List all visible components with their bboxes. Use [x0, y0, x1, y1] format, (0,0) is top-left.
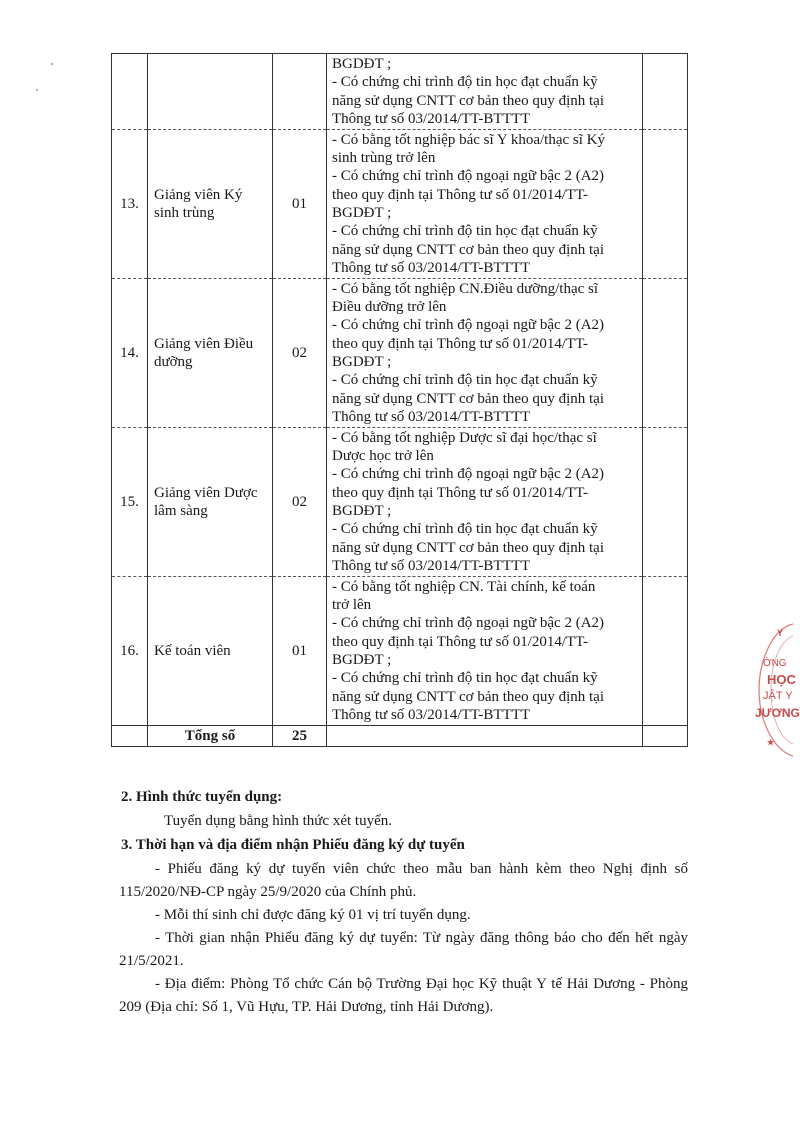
section-3-heading: 3. Thời hạn và địa điểm nhận Phiếu đăng ký dự tuyển: [121, 837, 465, 853]
requirement-line: BGDĐT ;: [332, 55, 392, 72]
requirement-line: theo quy định tại Thông tư số 01/2014/TT-: [332, 335, 589, 352]
position-quantity: 01: [273, 577, 327, 726]
requirement-line: - Có chứng chỉ trình độ ngoại ngữ bậc 2 (A2): [332, 317, 605, 334]
total-quantity: 25: [273, 726, 327, 747]
seal-star: ★: [767, 738, 775, 747]
position-note: [643, 428, 688, 577]
requirement-line: Thông tư số 03/2014/TT-BTTTT: [332, 408, 530, 425]
position-quantity: [273, 54, 327, 130]
position-title: Giảng viên Điều dưỡng: [148, 279, 273, 428]
section-3-paragraph: - Thời gian nhận Phiếu đăng ký dự tuyển: Từ ngày đăng thông báo cho đến hết ngày 21/5/2021.: [119, 930, 688, 969]
seal-text: Y: [777, 628, 784, 638]
requirement-line: Dược học trở lên: [332, 448, 434, 465]
seal-text: JẬT Y: [763, 690, 793, 702]
requirement-line: BGDĐT ;: [332, 503, 392, 519]
row-number: 16.: [112, 577, 148, 726]
position-title: [148, 54, 273, 130]
section-3-paragraph: - Phiếu đăng ký dự tuyển viên chức theo mẫu ban hành kèm theo Nghị định số 115/2020/NĐ-CP ngày 25/9/2020 của Chính phủ.: [119, 861, 688, 900]
position-requirements: [327, 279, 643, 428]
position-requirements: [327, 130, 643, 279]
position-requirements: [327, 577, 643, 726]
requirement-line: theo quy định tại Thông tư số 01/2014/TT-: [332, 633, 589, 650]
position-note: [643, 279, 688, 428]
requirement-line: - Có bằng tốt nghiệp bác sĩ Y khoa/thạc sĩ Ký: [332, 131, 606, 148]
position-quantity: 02: [273, 428, 327, 577]
requirement-line: - Có chứng chỉ trình độ tin học đạt chuẩn kỹ: [332, 74, 598, 91]
section-3-paragraph: - Mỗi thí sinh chỉ được đăng ký 01 vị trí tuyển dụng.: [155, 907, 471, 923]
table-row: [112, 130, 688, 279]
table-row-total: [112, 726, 688, 747]
position-note: [643, 54, 688, 130]
position-quantity: 01: [273, 130, 327, 279]
position-note: [643, 130, 688, 279]
requirement-line: Điều dưỡng trở lên: [332, 299, 447, 316]
requirement-line: sinh trùng trở lên: [332, 150, 436, 167]
total-note-blank: [643, 726, 688, 747]
section-2-body: Tuyển dụng bằng hình thức xét tuyển.: [164, 813, 392, 829]
requirement-line: - Có chứng chỉ trình độ tin học đạt chuẩn kỹ: [332, 223, 598, 240]
requirement-line: - Có chứng chỉ trình độ ngoại ngữ bậc 2 (A2): [332, 466, 605, 483]
requirement-line: BGDĐT ;: [332, 205, 392, 221]
requirement-line: năng sử dụng CNTT cơ bản theo quy định tại: [332, 539, 604, 556]
requirement-line: BGDĐT ;: [332, 354, 392, 370]
row-number: 13.: [112, 130, 148, 279]
requirement-line: Thông tư số 03/2014/TT-BTTTT: [332, 557, 530, 574]
seal-text: JƯƠNG: [755, 706, 800, 720]
requirement-line: năng sử dụng CNTT cơ bản theo quy định tại: [332, 241, 604, 258]
position-requirements: [327, 428, 643, 577]
position-title: Giảng viên Ký sinh trùng: [148, 130, 273, 279]
requirement-line: Thông tư số 03/2014/TT-BTTTT: [332, 259, 530, 276]
total-label: Tổng số: [148, 726, 273, 747]
requirement-line: - Có chứng chỉ trình độ tin học đạt chuẩn kỹ: [332, 521, 598, 538]
position-quantity: 02: [273, 279, 327, 428]
requirement-line: năng sử dụng CNTT cơ bản theo quy định tại: [332, 92, 604, 109]
requirement-line: - Có chứng chỉ trình độ ngoại ngữ bậc 2 (A2): [332, 168, 605, 185]
row-number: [112, 54, 148, 130]
requirement-line: - Có chứng chỉ trình độ ngoại ngữ bậc 2 (A2): [332, 615, 605, 632]
requirement-line: - Có bằng tốt nghiệp Dược sĩ đại học/thạc sĩ: [332, 429, 597, 446]
official-seal-fragment: [753, 620, 800, 760]
table-row: [112, 577, 688, 726]
row-number: 14.: [112, 279, 148, 428]
recruitment-table: [111, 53, 688, 747]
table-row: [112, 279, 688, 428]
requirement-line: theo quy định tại Thông tư số 01/2014/TT-: [332, 484, 589, 501]
seal-text: HỌC: [767, 672, 796, 687]
requirement-line: Thông tư số 03/2014/TT-BTTTT: [332, 110, 530, 127]
row-number: 15.: [112, 428, 148, 577]
scan-speck: [51, 63, 53, 65]
requirement-line: - Có bằng tốt nghiệp CN. Tài chính, kế toán: [332, 578, 596, 595]
section-3-paragraph: - Địa điểm: Phòng Tổ chức Cán bộ Trường Đại học Kỹ thuật Y tế Hải Dương - Phòng 209 (Địa chỉ: Số 1, Vũ Hựu, TP. Hải Dương, tỉnh Hải Dương).: [119, 976, 688, 1015]
requirement-line: năng sử dụng CNTT cơ bản theo quy định tại: [332, 390, 604, 407]
position-requirements: [327, 54, 643, 130]
position-title: Kế toán viên: [148, 577, 273, 726]
requirement-line: BGDĐT ;: [332, 652, 392, 668]
requirement-line: - Có chứng chỉ trình độ tin học đạt chuẩn kỹ: [332, 372, 598, 389]
table-row-continuation: [112, 54, 688, 130]
position-title: Giảng viên Dược lâm sàng: [148, 428, 273, 577]
requirement-line: Thông tư số 03/2014/TT-BTTTT: [332, 706, 530, 723]
total-blank: [112, 726, 148, 747]
seal-text: ỜNG: [763, 658, 787, 669]
requirement-line: năng sử dụng CNTT cơ bản theo quy định tại: [332, 688, 604, 705]
scan-speck: [36, 89, 38, 91]
position-note: [643, 577, 688, 726]
requirement-line: - Có bằng tốt nghiệp CN.Điều dưỡng/thạc sĩ: [332, 280, 599, 297]
requirement-line: trở lên: [332, 597, 372, 614]
requirement-line: - Có chứng chỉ trình độ tin học đạt chuẩn kỹ: [332, 670, 598, 687]
section-2-heading: 2. Hình thức tuyển dụng:: [121, 789, 283, 805]
total-requirements-blank: [327, 726, 643, 747]
requirement-line: theo quy định tại Thông tư số 01/2014/TT-: [332, 186, 589, 203]
table-row: [112, 428, 688, 577]
